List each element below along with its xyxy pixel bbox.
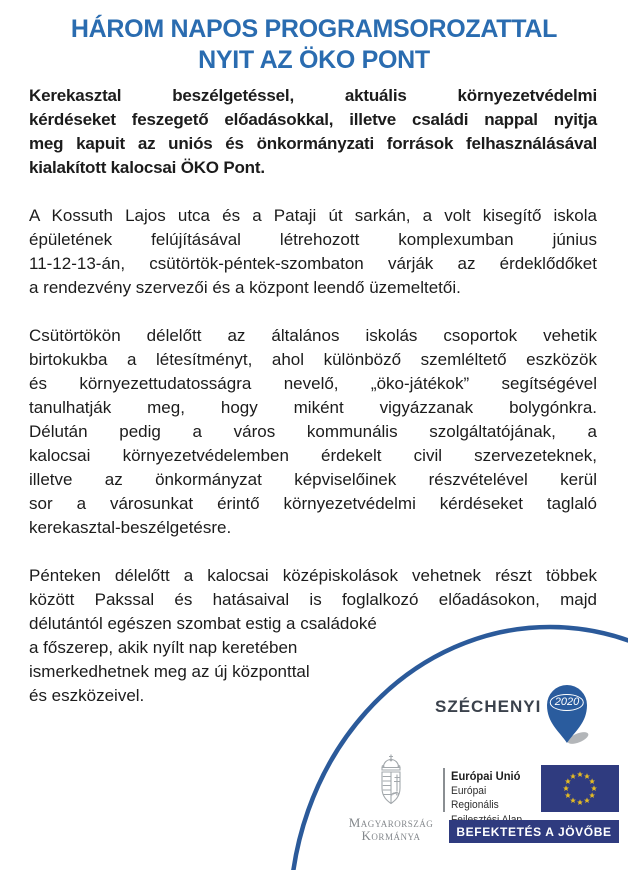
paragraph-line: Pénteken délelőtt a kalocsai középiskolások vehetnek részt többek bbox=[29, 566, 597, 585]
paragraph-line: épületének felújításával létrehozott komplexumban június bbox=[29, 230, 597, 249]
page-title bbox=[40, 14, 588, 76]
government-block bbox=[346, 754, 436, 842]
flyer-page bbox=[0, 14, 628, 870]
paragraph-line: tanulhatják meg, hogy miként vigyázzanak bolygónkra. bbox=[29, 398, 597, 417]
paragraph bbox=[29, 84, 597, 180]
eu-block-divider bbox=[443, 768, 445, 812]
paragraph-line: a főszerep, akik nyílt nap keretében bbox=[29, 638, 298, 657]
paragraph-line: ismerkedhetnek meg az új központtal bbox=[29, 662, 310, 681]
eu-fund-title: Európai Unió bbox=[451, 769, 521, 783]
page-title-line2: NYIT AZ ÖKO PONT bbox=[198, 46, 430, 74]
paragraph bbox=[29, 324, 597, 540]
paragraph-line: között Pakssal és hatásaival is foglalkozó előadásokon, majd bbox=[29, 590, 597, 609]
paragraph-line: Kerekasztal beszélgetéssel, aktuális környezetvédelmi bbox=[29, 86, 597, 105]
paragraph-line: délutántól egészen szombat estig a családoké bbox=[29, 614, 377, 633]
paragraph-line: kialakított kalocsai ÖKO Pont. bbox=[29, 158, 265, 177]
paragraph-line: illetve az önkormányzat képviselőinek részvételével kerül bbox=[29, 470, 597, 489]
paragraph-line: A Kossuth Lajos utca és a Pataji út sarkán, a volt kisegítő iskola bbox=[29, 206, 597, 225]
szechenyi-pin-year: 2020 bbox=[550, 694, 584, 711]
paragraph-line: és eszközeivel. bbox=[29, 686, 145, 705]
article bbox=[29, 84, 597, 708]
government-name-line2: Kormánya bbox=[361, 828, 421, 843]
government-name-line1: Magyarország bbox=[348, 815, 434, 830]
paragraph-line: Csütörtökön délelőtt az általános iskolás csoportok vehetik bbox=[29, 326, 597, 345]
investment-banner: BEFEKTETÉS A JÖVŐBE bbox=[449, 820, 619, 843]
eu-flag-icon bbox=[541, 765, 619, 812]
szechenyi-pin-icon bbox=[544, 682, 590, 746]
szechenyi-2020-logo bbox=[435, 682, 610, 748]
hungary-coat-of-arms-icon bbox=[376, 754, 406, 812]
eu-fund-block bbox=[451, 769, 537, 827]
paragraph-line: Délután pedig a város kommunális szolgáltatójának, a bbox=[29, 422, 597, 441]
paragraph-line: kérdéseket feszegető előadásokkal, illetve családi nappal nyitja bbox=[29, 110, 597, 129]
paragraph-line: birtokukba a létesítményt, ahol különböző szemléltető eszközök bbox=[29, 350, 597, 369]
paragraph-line: sor a városunkat érintő környezetvédelmi kérdéseket taglaló bbox=[29, 494, 597, 513]
szechenyi-wordmark: SZÉCHENYI bbox=[435, 697, 542, 716]
paragraph-line: 11-12-13-án, csütörtök-péntek-szombaton várják az érdeklődőket bbox=[29, 254, 597, 273]
page-title-line1: HÁROM NAPOS PROGRAMSOROZATTAL bbox=[70, 15, 558, 43]
eu-fund-line2: Európai Regionális bbox=[451, 784, 499, 811]
paragraph-line: és környezettudatosságra nevelő, „öko-játékok” segítségével bbox=[29, 374, 597, 393]
paragraph-line: meg kapuit az uniós és önkormányzati források felhasználásával bbox=[29, 134, 597, 153]
paragraph-line: kerekasztal-beszélgetésre. bbox=[29, 518, 232, 537]
paragraph-line: kalocsai környezetvédelemben érdekelt civil szervezeteknek, bbox=[29, 446, 597, 465]
map-pin-icon bbox=[544, 682, 590, 746]
paragraph-line: a rendezvény szervezői és a központ leendő üzemeltetői. bbox=[29, 278, 461, 297]
paragraph bbox=[29, 204, 597, 300]
